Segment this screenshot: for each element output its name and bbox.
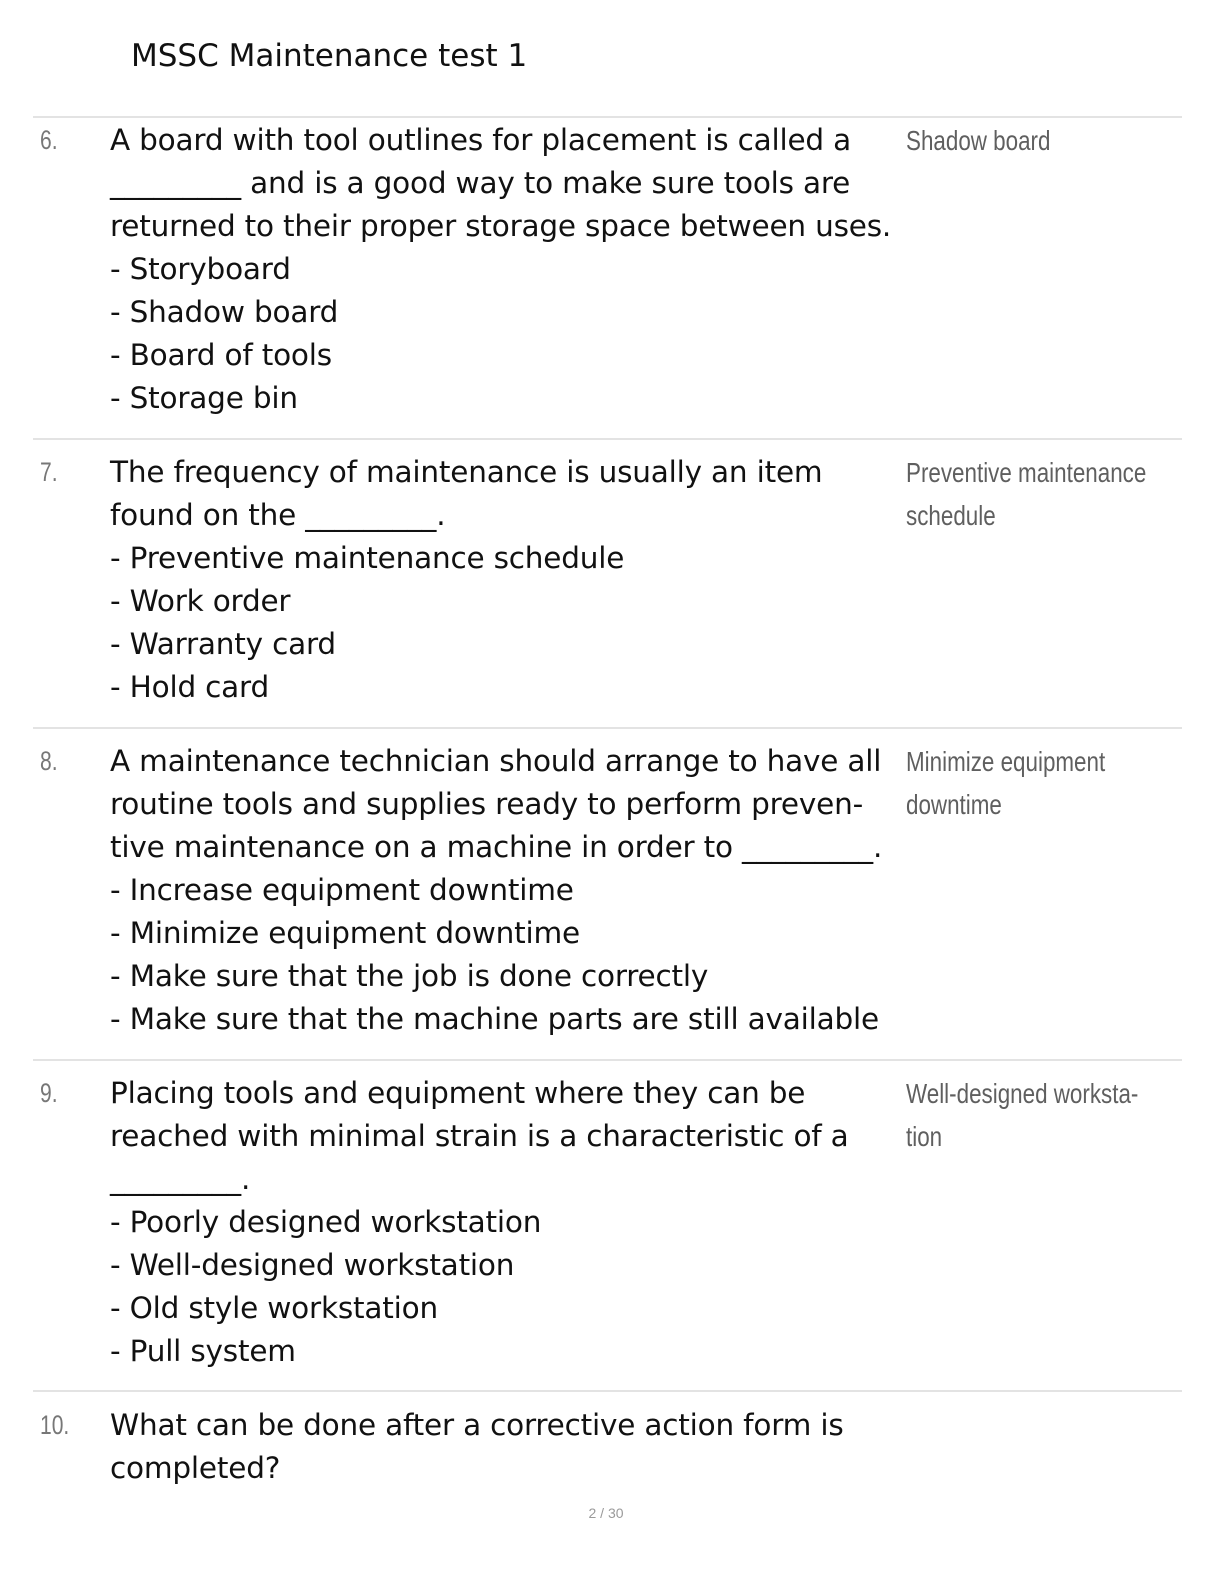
question-text-line: The frequency of maintenance is usually an item: [110, 455, 823, 489]
question-text-line: routine tools and supplies ready to perform preven-: [110, 787, 864, 821]
answer-line: tion: [906, 1121, 943, 1152]
question-body: [110, 1404, 900, 1490]
question-text-line: found on the _________.: [110, 498, 446, 532]
answer-line: schedule: [906, 500, 996, 531]
question-number: 7.: [40, 457, 58, 487]
answer-option: - Make sure that the job is done correctly: [110, 959, 709, 993]
answer-option: - Make sure that the machine parts are still available: [110, 1002, 879, 1036]
question-text-line: _________.: [110, 1162, 251, 1196]
answer-option: - Poorly designed workstation: [110, 1205, 542, 1239]
question-text-line: _________ and is a good way to make sure tools are: [110, 166, 851, 200]
question-text-line: What can be done after a corrective action form is: [110, 1408, 844, 1442]
answer-option: - Preventive maintenance schedule: [110, 541, 625, 575]
page-title: MSSC Maintenance test 1: [131, 38, 528, 74]
question-number: 9.: [40, 1078, 58, 1108]
question-number: 6.: [40, 125, 58, 155]
answer-option: - Work order: [110, 584, 291, 618]
correct-answer: [906, 1072, 1150, 1158]
question-text-line: completed?: [110, 1451, 281, 1485]
answer-option: - Increase equipment downtime: [110, 873, 574, 907]
question-number: 8.: [40, 746, 58, 776]
answer-option: - Pull system: [110, 1334, 296, 1368]
answer-line: Shadow board: [906, 125, 1051, 156]
divider: [33, 1059, 1182, 1061]
divider: [33, 116, 1182, 118]
question-text-line: tive maintenance on a machine in order to _________.: [110, 830, 883, 864]
answer-option: - Well-designed workstation: [110, 1248, 515, 1282]
answer-line: downtime: [906, 789, 1002, 820]
question-number: 10.: [40, 1410, 70, 1440]
answer-option: - Board of tools: [110, 338, 332, 372]
answer-line: Minimize equipment: [906, 746, 1106, 777]
answer-line: Well-designed worksta-: [906, 1078, 1139, 1109]
answer-option: - Hold card: [110, 670, 269, 704]
answer-option: - Old style workstation: [110, 1291, 438, 1325]
question-text-line: A board with tool outlines for placement is called a: [110, 123, 852, 157]
question-body: [110, 451, 900, 709]
answer-line: Preventive maintenance: [906, 457, 1147, 488]
question-body: [110, 119, 900, 420]
answer-option: - Minimize equipment downtime: [110, 916, 580, 950]
correct-answer: [906, 451, 1150, 537]
answer-option: - Storyboard: [110, 252, 291, 286]
question-text-line: returned to their proper storage space between uses.: [110, 209, 892, 243]
question-body: [110, 1072, 900, 1373]
answer-option: - Shadow board: [110, 295, 339, 329]
question-body: [110, 740, 900, 1041]
page-number: 2 / 30: [588, 1505, 624, 1521]
correct-answer: [906, 119, 1150, 162]
correct-answer: [906, 740, 1150, 826]
answer-option: - Warranty card: [110, 627, 336, 661]
question-text-line: Placing tools and equipment where they can be: [110, 1076, 806, 1110]
divider: [33, 1390, 1182, 1392]
question-text-line: A maintenance technician should arrange to have all: [110, 744, 882, 778]
answer-option: - Storage bin: [110, 381, 298, 415]
question-text-line: reached with minimal strain is a characteristic of a: [110, 1119, 849, 1153]
divider: [33, 438, 1182, 440]
divider: [33, 727, 1182, 729]
